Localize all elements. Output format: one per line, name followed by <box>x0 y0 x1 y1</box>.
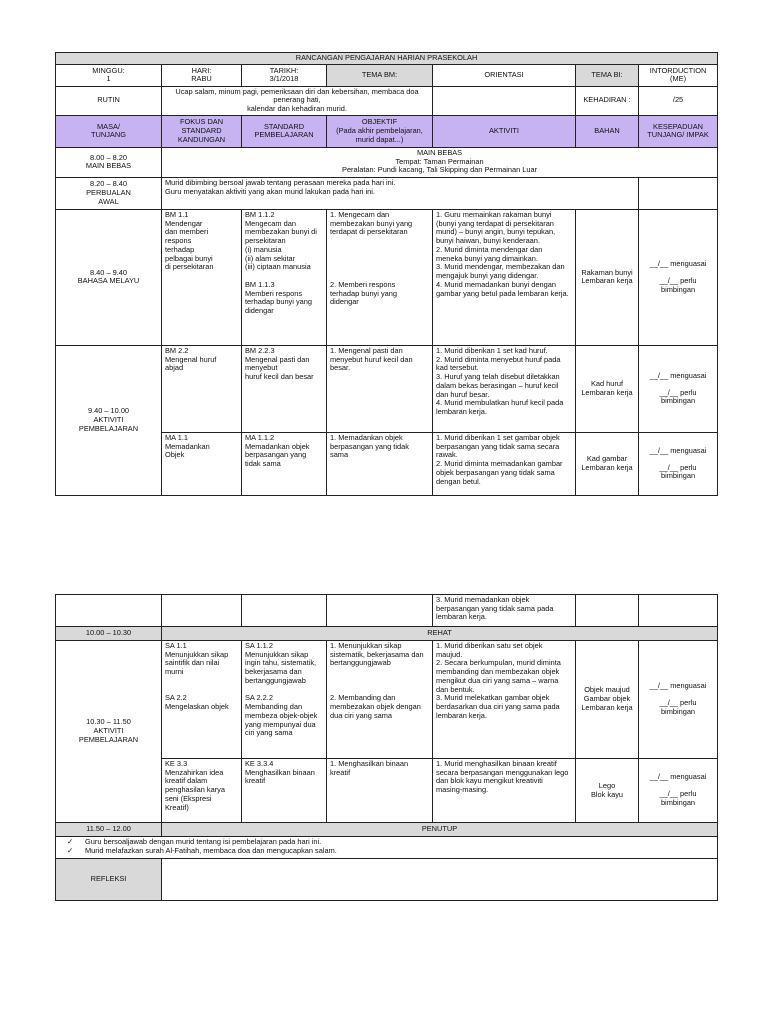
minggu-cell <box>56 64 162 86</box>
main-bebas-cell <box>162 147 718 177</box>
aktiviti2-row1-kesepaduan <box>639 641 718 759</box>
bm-time: 8.40 – 9.40 BAHASA MELAYU <box>56 209 162 345</box>
aktiviti2-row1-menguasai: __/__ menguasai <box>649 681 707 691</box>
col-header-kesepaduan: KESEPADUAN TUNJANG/ IMPAK <box>639 115 718 147</box>
bm-standard: BM 1.1.2 Mengecam dan membezakan bunyi di persekitaran (i) manusia (ii) alam sekitar (iii) ciptaan manusia BM 1.1.3 Memberi respons terhadap bunyi yang didengar <box>242 209 327 345</box>
aktiviti1-row1-perlu: __/__ perlu bimbingan <box>659 387 697 406</box>
continued-blank-1 <box>56 595 162 627</box>
col-header-standard: STANDARD PEMBELAJARAN <box>242 115 327 147</box>
aktiviti1-row2-fokus: MA 1.1 Memadankan Objek <box>162 432 242 495</box>
continued-blank-2 <box>162 595 242 627</box>
aktiviti2-row1-fokus: SA 1.1 Menunjukkan sikap saintifik dan nilai murni SA 2.2 Mengelaskan objek <box>162 641 242 759</box>
rehat-time: 10.00 – 10.30 <box>56 627 162 641</box>
aktiviti1-row1-standard: BM 2.2.3 Mengenal pasti dan menyebut huruf kecil dan besar <box>242 345 327 432</box>
continued-blank-4 <box>327 595 433 627</box>
main-bebas-tempat: Tempat: Taman Permainan <box>395 156 484 166</box>
col-header-objektif: OBJEKTIF (Pada akhir pembelajaran, murid dapat...) <box>327 115 433 147</box>
aktiviti2-row2-objektif: 1. Menghasilkan binaan kreatif <box>327 759 433 823</box>
aktiviti2-row2-fokus: KE 3.3 Menzahirkan idea kreatif dalam penghasilan karya seni (Ekspresi Kreatif) <box>162 759 242 823</box>
continued-blank-6 <box>639 595 718 627</box>
aktiviti1-row1-aktiviti: 1. Murid diberikan 1 set kad huruf. 2. Murid diminta menyebut huruf pada kad tersebut. 3. Huruf yang telah disebut diletakkan dalam bekas berasingan – huruf kecil dan huruf besar. 4. Murid membulatkan huruf kecil pada lembaran kerja. <box>433 345 576 432</box>
bm-objektif: 1. Mengecam dan membezakan bunyi yang terdapat di persekitaran 2. Memberi respons terhadap bunyi yang didengar <box>327 209 433 345</box>
penutup-item-text: Guru bersoaljawab dengan murid tentang isi pembelajaran pada hari ini. <box>85 837 322 846</box>
aktiviti1-row2-standard: MA 1.1.2 Memadankan objek berpasangan yang tidak sama <box>242 432 327 495</box>
aktiviti1-time: 9.40 – 10.00 AKTIVITI PEMBELAJARAN <box>56 345 162 495</box>
perbualan-blank <box>639 177 718 209</box>
aktiviti1-row2-menguasai: __/__ menguasai <box>649 445 707 455</box>
penutup-list <box>56 837 718 859</box>
hari-label: HARI: <box>191 65 212 75</box>
continued-blank-3 <box>242 595 327 627</box>
col-header-masa: MASA/ TUNJANG <box>56 115 162 147</box>
aktiviti2-row2-bahan: Lego Blok kayu <box>576 759 639 823</box>
aktiviti1-row1-fokus: BM 2.2 Mengenal huruf abjad <box>162 345 242 432</box>
hari-cell <box>162 64 242 86</box>
col-header-bahan: BAHAN <box>576 115 639 147</box>
kehadiran-label: KEHADIRAN : <box>576 86 639 115</box>
perbualan-text: Murid dibimbing bersoal jawab tentang perasaan mereka pada hari ini. Guru menyatakan aktiviti yang akan murid lakukan pada hari ini. <box>162 177 639 209</box>
tema-bi-value: INTORDUCTION (ME) <box>639 64 718 86</box>
rph-table-page-1 <box>55 52 718 496</box>
bm-aktiviti: 1. Guru memainkan rakaman bunyi (bunyi yang terdapat di persekitaran murid) – bunyi angin, bunyi tepukan, bunyi haiwan, bunyi kenderaan. 2. Murid diminta mendengar dan meneka bunyi yang dimainkan. 3. Murid mendengar, membezakan dan mengajuk bunyi yang didengar. 4. Murid memadankan bunyi dengan gambar yang betul pada lembaran kerja. <box>433 209 576 345</box>
penutup-item-text: Murid melafazkan surah Al-Fatihah, membaca doa dan mengucapkan salam. <box>85 845 337 855</box>
main-bebas-title: MAIN BEBAS <box>416 147 463 157</box>
bm-bahan: Rakaman bunyi Lembaran kerja <box>576 209 639 345</box>
tema-bm-label: TEMA BM: <box>327 64 433 86</box>
tarikh-value: 3/1/2018 <box>269 74 299 84</box>
main-bebas-peralatan: Peralatan: Pundi kacang, Tali Skipping dan Permainan Luar <box>342 165 538 175</box>
aktiviti2-row1-objektif: 1. Menunjukkan sikap sistematik, bekerjasama dan bertanggungjawab 2. Membanding dan membezakan objek dengan dua ciri yang sama <box>327 641 433 759</box>
aktiviti2-time: 10.30 – 11.50 AKTIVITI PEMBELAJARAN <box>56 641 162 823</box>
aktiviti1-row2-perlu: __/__ perlu bimbingan <box>659 462 697 481</box>
checkmark-icon: ✓ <box>67 837 74 846</box>
rutin-text: Ucap salam, minum pagi, pemeriksaan diri dan kebersihan, membaca doa penerang hati, kalendar dan kehadiran murid. <box>162 86 433 115</box>
aktiviti2-row2-perlu: __/__ perlu bimbingan <box>659 789 697 807</box>
col-header-fokus: FOKUS DAN STANDARD KANDUNGAN <box>162 115 242 147</box>
aktiviti1-row2-bahan: Kad gambar Lembaran kerja <box>576 432 639 495</box>
bm-menguasai: __/__ menguasai <box>649 259 707 269</box>
aktiviti2-row1-perlu: __/__ perlu bimbingan <box>659 698 697 716</box>
bm-kesepaduan <box>639 209 718 345</box>
penutup-label: PENUTUP <box>162 823 718 837</box>
refleksi-label: REFLEKSI <box>56 859 162 901</box>
bm-fokus: BM 1.1 Mendengar dan memberi respons terhadap pelbagai bunyi di persekitaran <box>162 209 242 345</box>
perbualan-time: 8.20 – 8.40 PERBUALAN AWAL <box>56 177 162 209</box>
aktiviti1-row1-kesepaduan <box>639 345 718 432</box>
continued-aktiviti: 3. Murid memadankan objek berpasangan yang tidak sama pada lembaran kerja. <box>433 595 576 627</box>
aktiviti2-row2-standard: KE 3.3.4 Menghasilkan binaan kreatif <box>242 759 327 823</box>
rph-title: RANCANGAN PENGAJARAN HARIAN PRASEKOLAH <box>56 53 718 65</box>
hari-value: RABU <box>191 74 212 84</box>
penutup-time: 11.50 – 12.00 <box>56 823 162 837</box>
rph-table-page-2 <box>55 594 718 901</box>
aktiviti1-row1-menguasai: __/__ menguasai <box>649 370 707 380</box>
aktiviti2-row2-menguasai: __/__ menguasai <box>649 772 707 782</box>
aktiviti1-row2-objektif: 1. Memadankan objek berpasangan yang tidak sama <box>327 432 433 495</box>
tarikh-label: TARIKH: <box>269 65 299 75</box>
aktiviti2-row2-kesepaduan <box>639 759 718 823</box>
bm-perlu-bimbingan: __/__ perlu bimbingan <box>659 276 697 294</box>
aktiviti2-row1-bahan: Objek maujud Gambar objek Lembaran kerja <box>576 641 639 759</box>
aktiviti1-row2-aktiviti: 1. Murid diberikan 1 set gambar objek berpasangan yang tidak sama secara rawak. 2. Murid diminta memadankan gambar objek berpasangan yang tidak sama dengan betul. <box>433 432 576 495</box>
tarikh-cell <box>242 64 327 86</box>
aktiviti1-row1-bahan: Kad huruf Lembaran kerja <box>576 345 639 432</box>
minggu-label: MINGGU: <box>92 65 125 75</box>
rutin-label: RUTIN <box>56 86 162 115</box>
aktiviti1-row1-objektif: 1. Mengenal pasti dan menyebut huruf kecil dan besar. <box>327 345 433 432</box>
tema-bm-value: ORIENTASI <box>433 64 576 86</box>
tema-bi-label: TEMA BI: <box>576 64 639 86</box>
main-bebas-time: 8.00 – 8.20 MAIN BEBAS <box>56 147 162 177</box>
aktiviti2-row1-standard: SA 1.1.2 Menunjukkan sikap ingin tahu, sistematik, bekerjasama dan bertanggungjawab SA 2.2.2 Membanding dan membeza objek-objek yang mempunyai dua ciri yang sama <box>242 641 327 759</box>
continued-blank-5 <box>576 595 639 627</box>
penutup-item <box>59 847 714 856</box>
checkmark-icon: ✓ <box>67 845 74 855</box>
minggu-value: 1 <box>106 74 111 84</box>
rutin-blank <box>433 86 576 115</box>
col-header-aktiviti: AKTIVITI <box>433 115 576 147</box>
rehat-label: REHAT <box>162 627 718 641</box>
kehadiran-value: /25 <box>639 86 718 115</box>
aktiviti2-row1-aktiviti: 1. Murid diberikan satu set objek maujud. 2. Secara berkumpulan, murid diminta membanding dan membezakan objek mengikut dua ciri yang sama – warna dan bentuk. 3. Murid melekatkan gambar objek berdasarkan dua ciri yang sama pada lembaran kerja. <box>433 641 576 759</box>
aktiviti2-row2-aktiviti: 1. Murid menghasilkan binaan kreatif secara berpasangan menggunakan lego dan blok kayu mengikut kreativiti masing-masing. <box>433 759 576 823</box>
aktiviti1-row2-kesepaduan <box>639 432 718 495</box>
refleksi-field[interactable] <box>162 859 718 901</box>
